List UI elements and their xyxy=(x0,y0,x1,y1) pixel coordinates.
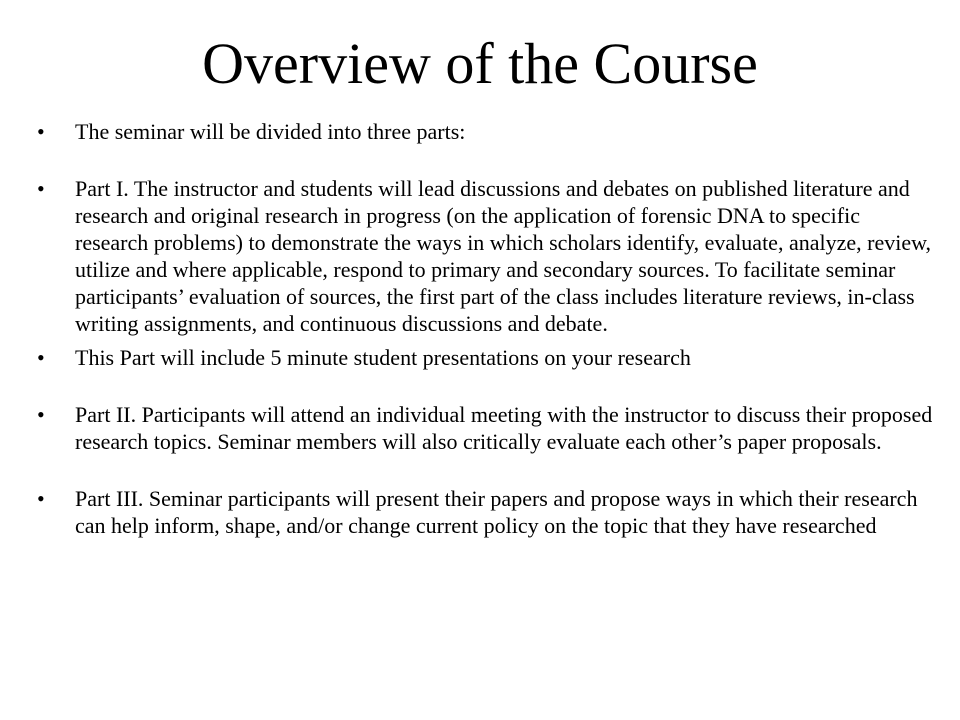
bullet-list xyxy=(37,118,937,539)
bullet-item-intro xyxy=(37,118,937,145)
bullet-text: Part II. Participants will attend an individual meeting with the instructor to discuss their proposed research topics. Seminar members will also critically evaluate each other’s paper proposals. xyxy=(75,402,933,454)
bullet-item-part-one xyxy=(37,175,937,337)
bullet-item-part-three xyxy=(37,485,937,539)
bullet-text: This Part will include 5 minute student presentations on your research xyxy=(75,345,691,370)
bullet-text: Part I. The instructor and students will lead discussions and debates on published literature and research and original research in progress (on the application of forensic DNA to specific research problems) to demonstrate the ways in which scholars identify, evaluate, analyze, review, utilize and where applicable, respond to primary and secondary sources. To facilitate seminar participants’ evaluation of sources, the first part of the class includes literature reviews, in-class writing assignments, and continuous discussions and debate. xyxy=(75,176,932,336)
bullet-item-part-two xyxy=(37,401,937,455)
slide-title: Overview of the Course xyxy=(202,31,758,96)
bullet-icon: • xyxy=(37,345,45,370)
bullet-icon: • xyxy=(37,486,45,511)
bullet-item-presentations xyxy=(37,344,937,371)
bullet-text: Part III. Seminar participants will present their papers and propose ways in which their research can help inform, shape, and/or change current policy on the topic that they have researched xyxy=(75,486,918,538)
bullet-icon: • xyxy=(37,402,45,427)
bullet-text: The seminar will be divided into three parts: xyxy=(75,119,466,144)
bullet-icon: • xyxy=(37,176,45,201)
bullet-icon: • xyxy=(37,119,45,144)
